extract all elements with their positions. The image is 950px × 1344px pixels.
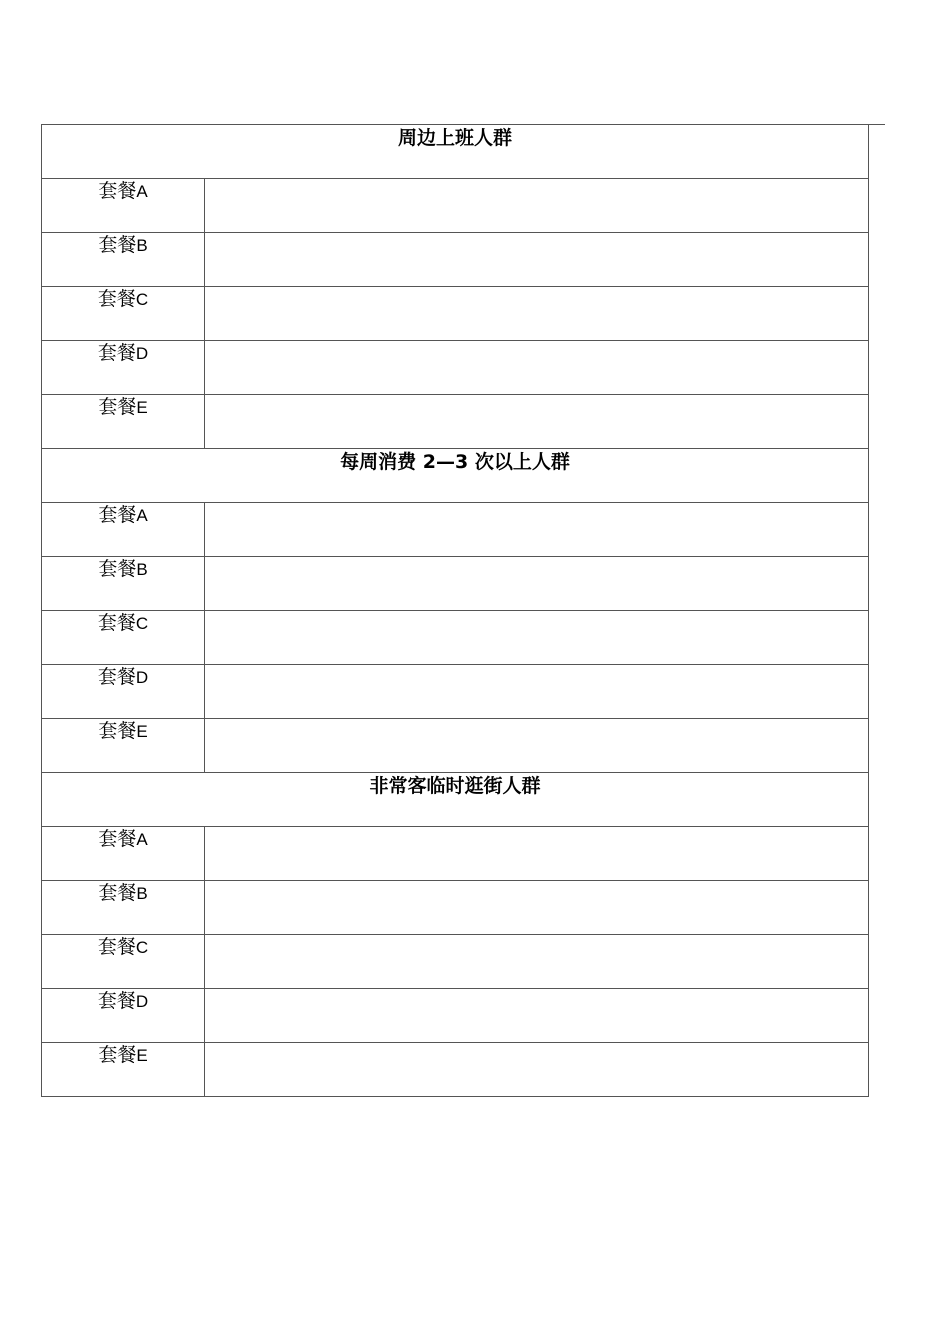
package-prefix: 套餐 — [98, 558, 137, 580]
package-letter: E — [136, 1046, 148, 1065]
table-row — [42, 935, 869, 989]
package-letter: E — [136, 722, 148, 741]
table-row — [42, 611, 869, 665]
package-value-cell[interactable] — [205, 611, 869, 665]
package-label — [42, 179, 205, 233]
package-label — [42, 719, 205, 773]
package-label — [42, 341, 205, 395]
package-value-cell[interactable] — [205, 935, 869, 989]
package-letter: A — [136, 830, 148, 849]
package-prefix: 套餐 — [98, 882, 137, 904]
table-row — [42, 881, 869, 935]
package-letter: A — [136, 182, 148, 201]
package-value-cell[interactable] — [205, 395, 869, 449]
table-row — [42, 989, 869, 1043]
package-value-cell[interactable] — [205, 341, 869, 395]
package-letter: C — [135, 614, 149, 633]
package-label — [42, 287, 205, 341]
package-value-cell[interactable] — [205, 665, 869, 719]
package-value-cell[interactable] — [205, 233, 869, 287]
package-prefix: 套餐 — [98, 828, 137, 850]
table-row — [42, 557, 869, 611]
section-header-row — [42, 125, 869, 179]
package-prefix: 套餐 — [97, 936, 136, 958]
package-prefix: 套餐 — [97, 612, 136, 634]
table-row — [42, 1043, 869, 1097]
package-prefix: 套餐 — [98, 504, 137, 526]
package-value-cell[interactable] — [205, 179, 869, 233]
table-row — [42, 719, 869, 773]
package-value-cell[interactable] — [205, 719, 869, 773]
package-label — [42, 935, 205, 989]
package-prefix: 套餐 — [97, 288, 136, 310]
package-letter: C — [135, 938, 149, 957]
table-row — [42, 233, 869, 287]
package-label — [42, 503, 205, 557]
package-prefix: 套餐 — [97, 990, 136, 1012]
package-value-cell[interactable] — [205, 557, 869, 611]
package-prefix: 套餐 — [98, 720, 137, 742]
package-prefix: 套餐 — [98, 180, 137, 202]
section-title: 非常客临时逛街人群 — [42, 773, 869, 827]
package-letter: B — [136, 560, 148, 579]
package-letter: E — [136, 398, 148, 417]
table-row — [42, 395, 869, 449]
package-value-cell[interactable] — [205, 881, 869, 935]
package-value-cell[interactable] — [205, 1043, 869, 1097]
package-value-cell[interactable] — [205, 989, 869, 1043]
package-letter: B — [136, 236, 148, 255]
table-row — [42, 827, 869, 881]
package-label — [42, 1043, 205, 1097]
package-value-cell[interactable] — [205, 503, 869, 557]
package-label — [42, 233, 205, 287]
corner-mark — [868, 124, 885, 125]
package-letter: D — [135, 344, 149, 363]
package-label — [42, 611, 205, 665]
package-prefix: 套餐 — [97, 666, 136, 688]
package-letter: C — [135, 290, 149, 309]
package-letter: D — [135, 668, 149, 687]
package-table — [41, 124, 869, 1097]
package-letter: A — [136, 506, 148, 525]
package-prefix: 套餐 — [98, 1044, 137, 1066]
package-label — [42, 827, 205, 881]
table-row — [42, 341, 869, 395]
package-value-cell[interactable] — [205, 827, 869, 881]
package-label — [42, 395, 205, 449]
package-label — [42, 881, 205, 935]
package-label — [42, 989, 205, 1043]
table-row — [42, 503, 869, 557]
package-value-cell[interactable] — [205, 287, 869, 341]
section-title: 每周消费 2—3 次以上人群 — [42, 449, 869, 503]
package-prefix: 套餐 — [97, 342, 136, 364]
package-prefix: 套餐 — [98, 396, 137, 418]
package-label — [42, 665, 205, 719]
package-prefix: 套餐 — [98, 234, 137, 256]
table-row — [42, 287, 869, 341]
package-letter: B — [136, 884, 148, 903]
section-header-row — [42, 773, 869, 827]
section-title: 周边上班人群 — [42, 125, 869, 179]
table-row — [42, 179, 869, 233]
section-header-row — [42, 449, 869, 503]
table-row — [42, 665, 869, 719]
package-label — [42, 557, 205, 611]
package-letter: D — [135, 992, 149, 1011]
